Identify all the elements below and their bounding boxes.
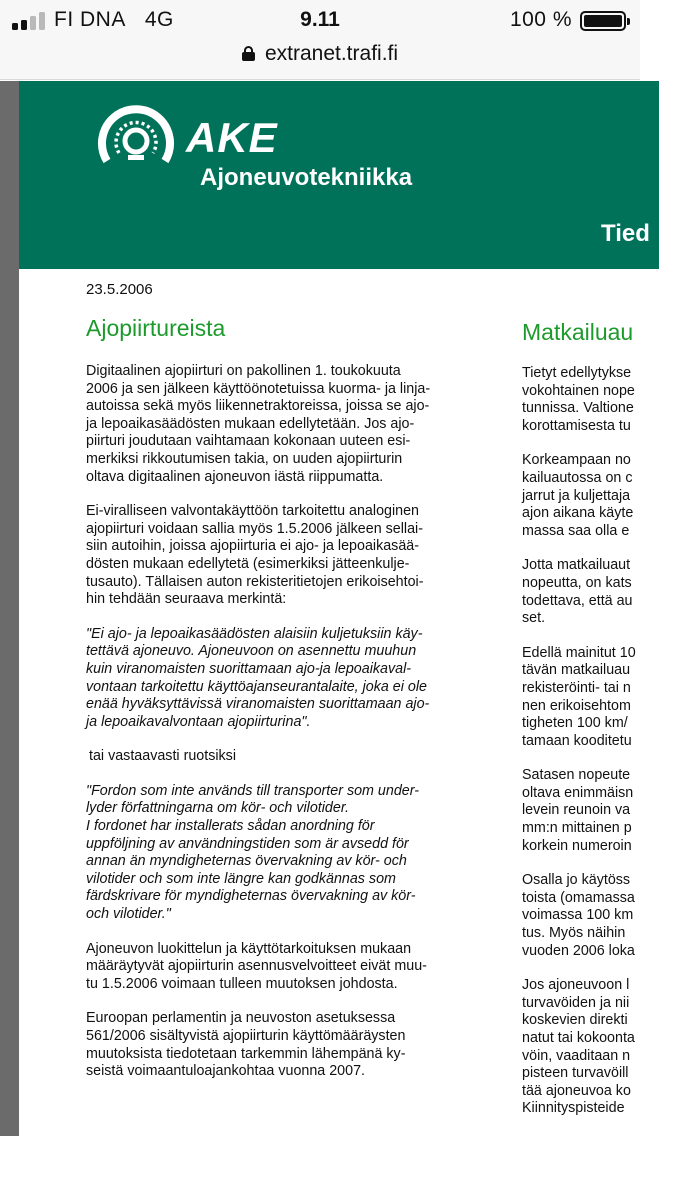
- battery-percentage: 100 %: [509, 8, 572, 31]
- text-line: hin tehdään seuraava merkintä:: [86, 591, 287, 608]
- text-line: pisteen turvavöill: [522, 1065, 629, 1082]
- text-line: dösten mukaan edellytetä (esimerkiksi jätteenkulje-: [86, 555, 410, 572]
- text-line: tusauto). Tällaisen auton rekisteritietojen erikoisehtoi-: [86, 573, 424, 590]
- paragraph-1: [86, 363, 486, 486]
- url-text: extranet.trafi.fi: [264, 42, 399, 65]
- text-line: Ei-viralliseen valvontakäyttöön tarkoitettu analoginen: [86, 503, 419, 520]
- text-line: jarrut ja kuljettaja: [522, 487, 631, 504]
- text-line: set.: [522, 610, 546, 627]
- text-line: vontaan tarkoitettu käyttöajanseurantalaite, joka ei ole: [86, 678, 427, 695]
- right-paragraph-5: [522, 767, 682, 855]
- paragraph-2: [86, 503, 486, 609]
- text-line: nopeutta, on kats: [522, 574, 632, 591]
- text-line: oltava digitaalinen ajoneuvon iästä riippumatta.: [86, 468, 384, 485]
- text-line: Osalla jo käytöss: [522, 872, 631, 889]
- text-line: färdskrivare för myndigheternas övervakning av kör-: [86, 888, 416, 905]
- document-viewer[interactable]: [0, 81, 650, 1136]
- text-line: "Fordon som inte används till transporter som under-: [86, 782, 420, 799]
- left-heading: Ajopiirtureista: [86, 315, 226, 341]
- text-line: oltava enimmäisn: [522, 784, 634, 801]
- text-line: uppföljning av användningstiden som är avsedd för: [86, 835, 409, 852]
- text-line: tävän matkailuau: [522, 662, 631, 679]
- paragraph-3: [86, 941, 486, 994]
- text-line: piirturi joudutaan vaihtamaan kokonaan uuteen esi-: [86, 433, 411, 450]
- text-line: tigheten 100 km/: [522, 715, 628, 732]
- document-date: 23.5.2006: [86, 281, 153, 298]
- swedish-intro: tai vastaavasti ruotsiksi: [89, 748, 236, 765]
- text-line: och vilotider.": [86, 906, 171, 923]
- status-time: 9.11: [300, 8, 340, 31]
- header-banner: [19, 81, 659, 269]
- text-line: Jos ajoneuvoon l: [522, 977, 630, 994]
- right-paragraph-4: [522, 645, 682, 751]
- document-page: [19, 81, 659, 1181]
- url-display[interactable]: [0, 42, 640, 66]
- text-line: tamaan kooditetu: [522, 732, 632, 749]
- text-line: vöin, vaaditaan n: [522, 1047, 631, 1064]
- text-line: 2006 ja sen jälkeen käyttöönotetuissa kuorma- ja linja-: [86, 380, 431, 397]
- status-bar: [0, 0, 640, 40]
- text-line: Ajoneuvon luokittelun ja käyttötarkoituksen mukaan: [86, 940, 412, 957]
- text-line: tunnissa. Valtione: [522, 400, 634, 417]
- text-line: levein reunoin va: [522, 802, 631, 819]
- text-line: tus. Myös näihin: [522, 925, 626, 942]
- text-line: Satasen nopeute: [522, 767, 631, 784]
- text-line: kuin viranomaisten suorittamaan ajo-ja lepoaikaval-: [86, 660, 412, 677]
- right-paragraph-1: [522, 365, 682, 435]
- text-line: tää ajoneuvoa ko: [522, 1082, 631, 1099]
- quote-swedish: [86, 783, 486, 924]
- brand-subtitle: Ajoneuvotekniikka: [200, 164, 413, 191]
- text-line: vokohtainen nope: [522, 382, 635, 399]
- paragraph-4: [86, 1010, 486, 1080]
- text-line: natut tai kokoonta: [522, 1030, 635, 1046]
- text-line: "Ei ajo- ja lepoaikasäädösten alaisiin kuljetuksiin käy-: [86, 625, 423, 642]
- text-line: autoissa sekä myös liikennetraktoreissa, joissa se ajo-: [86, 398, 430, 415]
- right-paragraph-3: [522, 557, 682, 627]
- text-line: lyder författningarna om kör- och vilotider.: [86, 800, 350, 817]
- right-heading: Matkailuau: [522, 319, 634, 345]
- text-line: kailuautossa on c: [522, 469, 633, 486]
- right-paragraph-2: [522, 452, 682, 540]
- text-line: muutoksista tiedotetaan tarkemmin lähempänä ky-: [86, 1045, 406, 1062]
- text-line: Tietyt edellytykse: [522, 365, 632, 381]
- text-line: ajopiirturi voidaan sallia myös 1.5.2006 jälkeen sellai-: [86, 520, 423, 537]
- text-line: määräytyvät ajopiirturin asennusvelvoitteet eivät muu-: [86, 958, 427, 975]
- text-line: korottamisesta tu: [522, 417, 631, 434]
- right-column: [522, 365, 682, 1135]
- text-line: siin autoihin, joissa ajopiirturia ei ajo- ja lepoaikasää-: [86, 538, 419, 555]
- text-line: ajon aikana käyte: [522, 505, 634, 522]
- left-column: [86, 363, 486, 1098]
- text-line: seistä voimaantuloajankohtaa vuonna 2007.: [86, 1063, 365, 1080]
- text-line: annan än myndigheternas övervakning av kör- och: [86, 853, 407, 870]
- text-line: nen erikoisehtom: [522, 697, 631, 714]
- text-line: vilotider och som inte längre kan godkännas som: [86, 870, 396, 887]
- text-line: I fordonet har installerats sådan anordning för: [86, 818, 375, 835]
- text-line: ja lepoaikavalvontaan ajopiirturina".: [86, 713, 311, 730]
- text-line: vuoden 2006 loka: [522, 942, 635, 959]
- text-line: ja lepoaikasäädösten mukaan edellytetään. Jos ajo-: [86, 415, 415, 432]
- text-line: todettava, että au: [522, 592, 633, 609]
- text-line: merkiksi rikkoutumisen takia, on uuden ajopiirturin: [86, 450, 403, 467]
- text-line: 561/2006 sisältyvistä ajopiirturin käyttömääräysten: [86, 1028, 406, 1044]
- text-line: rekisteröinti- tai n: [522, 679, 631, 696]
- right-paragraph-7: [522, 977, 682, 1118]
- text-line: turvavöiden ja nii: [522, 994, 630, 1011]
- text-line: koskevien direkti: [522, 1012, 628, 1029]
- text-line: Kiinnityspisteide: [522, 1100, 625, 1117]
- brand-name: AKE: [186, 114, 278, 161]
- text-line: Digitaalinen ajopiirturi on pakollinen 1. toukokuuta: [86, 363, 401, 379]
- text-line: enää hyväksyttävissä viranomaisten suorittamaan ajo-: [86, 696, 430, 713]
- right-paragraph-6: [522, 872, 682, 960]
- text-line: Euroopan perlamentin ja neuvoston asetuksessa: [86, 1010, 396, 1027]
- battery-icon: [580, 11, 626, 31]
- address-bar[interactable]: [0, 40, 640, 80]
- carrier-name: FI DNA: [54, 8, 126, 31]
- text-line: voimassa 100 km: [522, 907, 634, 924]
- lock-icon: [242, 46, 255, 61]
- text-line: Edellä mainitut 10: [522, 644, 636, 661]
- text-line: Jotta matkailuaut: [522, 557, 631, 574]
- text-line: mm:n mittainen p: [522, 820, 632, 837]
- banner-right-header: Tied: [601, 220, 650, 247]
- network-type: 4G: [144, 8, 174, 31]
- text-line: toista (omamassa: [522, 889, 635, 906]
- text-line: tettävä ajoneuvo. Ajoneuvoon on asennettu muuhun: [86, 643, 417, 660]
- text-line: massa saa olla e: [522, 522, 630, 539]
- text-line: tu 1.5.2006 voimaan tulleen muutoksen johdosta.: [86, 975, 398, 992]
- ake-logo-icon: [95, 99, 177, 171]
- text-line: korkein numeroin: [522, 837, 632, 854]
- text-line: Korkeampaan no: [522, 452, 631, 469]
- quote-finnish: [86, 626, 486, 732]
